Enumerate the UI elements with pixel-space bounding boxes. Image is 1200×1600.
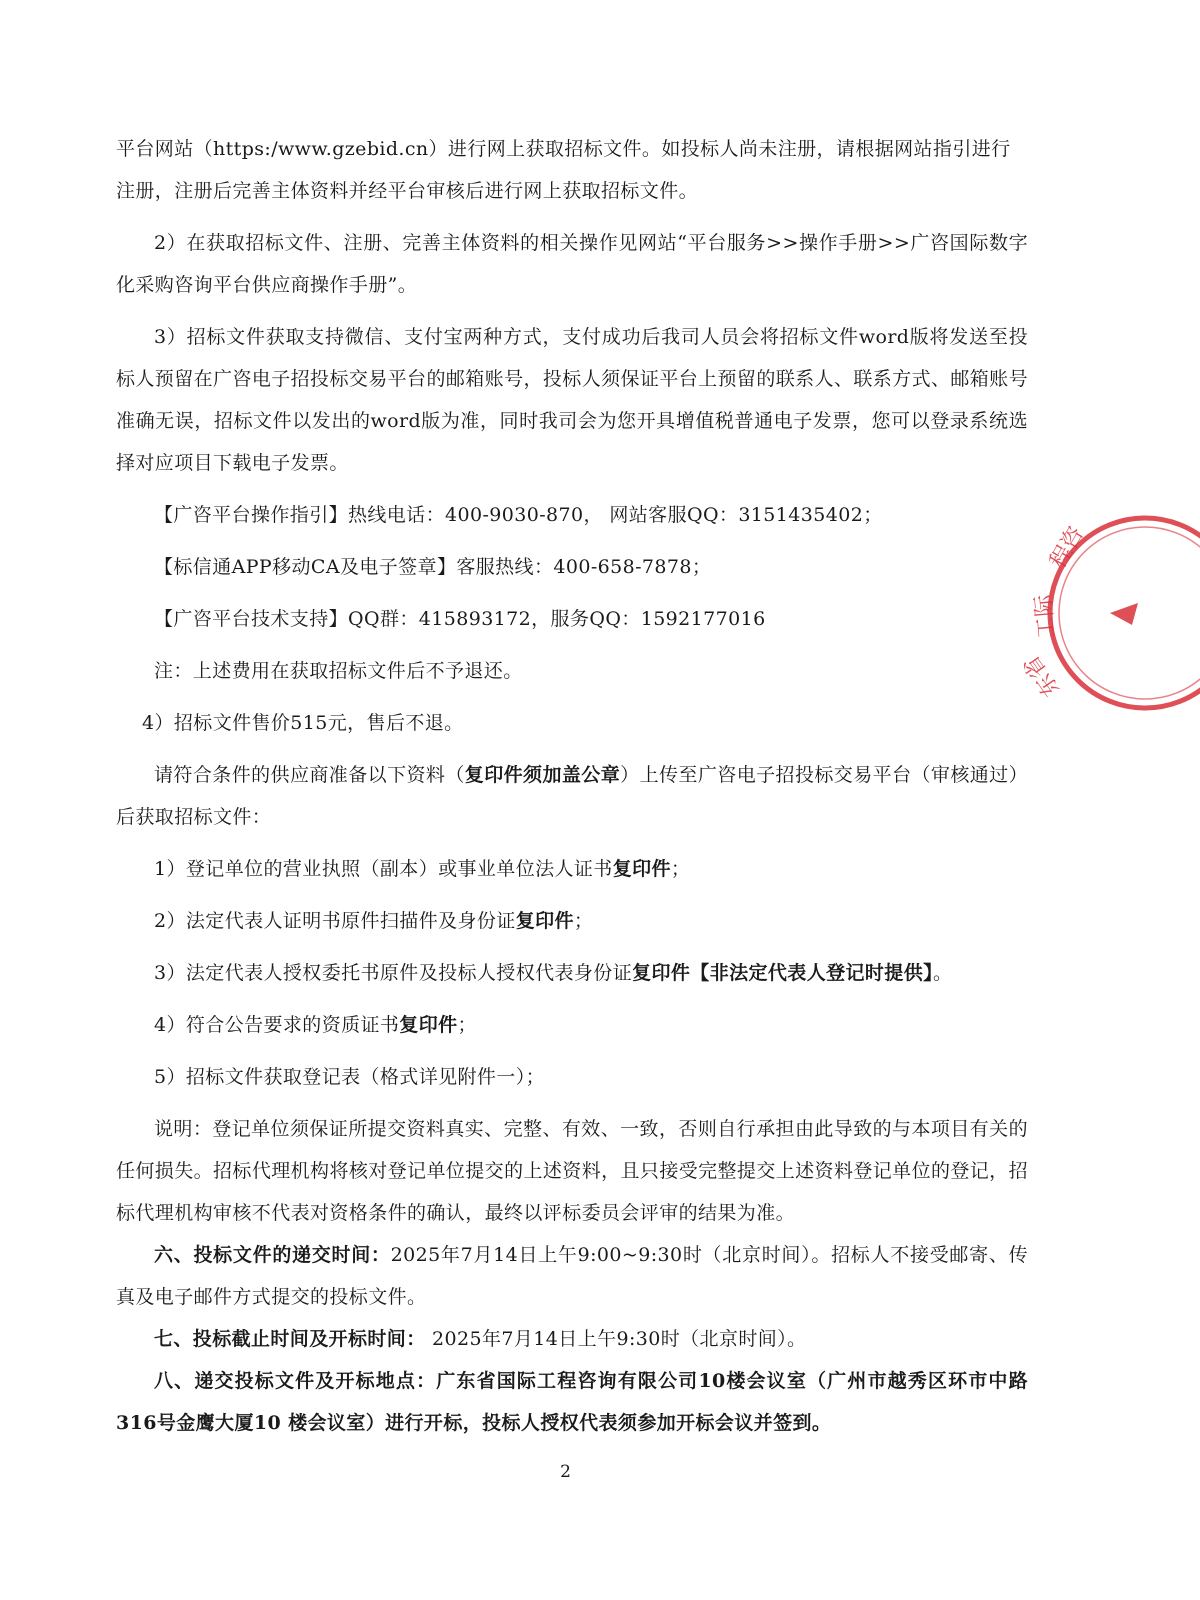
requirement-3-tail: 。 xyxy=(933,962,953,984)
requirements-intro xyxy=(116,754,1028,838)
hotline-ca-signature: 【标信通APP移动CA及电子签章】客服热线：400-658-7878； xyxy=(154,556,712,578)
requirements-intro-c: ）上传至广咨电子招投标交易平台（审核通过）后获取招标文件： xyxy=(116,764,1029,828)
requirement-3-text: 3）法定代表人授权委托书原件及投标人授权代表身份证 xyxy=(154,962,633,984)
requirement-2-bold: 复印件 xyxy=(515,910,574,932)
price-note: 4）招标文件售价515元，售后不退。 xyxy=(142,712,464,734)
requirement-item xyxy=(116,1056,1028,1098)
requirement-2-tail: ； xyxy=(573,910,594,932)
registration-line-2: 注册，注册后完善主体资料并经平台审核后进行网上获取招标文件。 xyxy=(116,180,699,202)
requirement-1-tail: ； xyxy=(670,858,691,880)
section-8: 八、递交投标文件及开标地点：广东省国际工程咨询有限公司10楼会议室（广州市越秀区环市中路316号金鹰大厦10 楼会议室）进行开标，投标人授权代表须参加开标会议并签到。 xyxy=(116,1370,1028,1434)
registration-line-1: 平台网站（https:/www.gzebid.cn）进行网上获取招标文件。如投标人尚未注册，请根据网站指引进行 xyxy=(116,138,1011,160)
paragraph-payment: 3）招标文件获取支持微信、支付宝两种方式，支付成功后我司人员会将招标文件word版将发送至投标人预留在广咨电子招投标交易平台的邮箱账号，投标人须保证平台上预留的联系人、联系方式、邮箱账号准确无误，招标文件以发出的word版为准，同时我司会为您开具增值税普通电子发票，您可以登录系统选择对应项目下载电子发票。 xyxy=(116,326,1028,474)
section-6-title: 六、投标文件的递交时间： xyxy=(154,1244,391,1266)
requirement-4-tail: ； xyxy=(457,1014,477,1036)
section-7 xyxy=(116,1318,1028,1360)
requirement-1-bold: 复印件 xyxy=(612,858,671,880)
requirement-item xyxy=(116,900,1028,942)
section-7-title: 七、投标截止时间及开标时间： xyxy=(154,1328,426,1350)
hotline-operation-guide: 【广咨平台操作指引】热线电话：400-9030-870， 网站客服QQ：3151435402； xyxy=(154,504,883,526)
fee-note: 注：上述费用在获取招标文件后不予退还。 xyxy=(154,660,523,682)
requirement-item xyxy=(116,952,1028,994)
svg-text:程咨: 程咨 xyxy=(1045,522,1090,573)
requirement-2-text: 2）法定代表人证明书原件扫描件及身份证 xyxy=(154,910,516,932)
requirement-1-text: 1）登记单位的营业执照（副本）或事业单位法人证书 xyxy=(154,858,613,880)
paragraph-manual: 2）在获取招标文件、注册、完善主体资料的相关操作见网站“平台服务>>操作手册>>广咨国际数字化采购咨询平台供应商操作手册”。 xyxy=(116,232,1028,296)
paragraph-registration-cont xyxy=(116,170,1028,212)
requirement-item xyxy=(116,1004,1028,1046)
requirement-3-bold: 复印件【非法定代表人登记时提供】 xyxy=(632,962,933,984)
paragraph-registration xyxy=(116,128,1028,170)
explanation: 说明：登记单位须保证所提交资料真实、完整、有效、一致，否则自行承担由此导致的与本项目有关的任何损失。招标代理机构将核对登记单位提交的上述资料，且只接受完整提交上述资料登记单位的登记，招标代理机构审核不代表对资格条件的确认，最终以评标委员会评审的结果为准。 xyxy=(116,1118,1028,1224)
hotline-tech-support: 【广咨平台技术支持】QQ群：415893172，服务QQ：1592177016 xyxy=(154,608,766,630)
document-body xyxy=(116,128,1028,1454)
requirement-item xyxy=(116,848,1028,890)
requirement-4-bold: 复印件 xyxy=(399,1014,458,1036)
requirement-5-text: 5）招标文件获取登记表（格式详见附件一）； xyxy=(154,1066,545,1088)
section-7-body: 2025年7月14日上午9:30时（北京时间）。 xyxy=(425,1328,807,1350)
company-seal-stamp xyxy=(1019,508,1200,718)
svg-text:工际: 工际 xyxy=(1031,593,1060,640)
page-number: 2 xyxy=(560,1462,571,1482)
section-6-body: 2025年7月14日上午9:00~9:30时（北京时间）。招标人不接受邮寄、传真及电子邮件方式提交的投标文件。 xyxy=(116,1244,1028,1308)
requirements-intro-a: 请符合条件的供应商准备以下资料（ xyxy=(154,764,465,786)
svg-text:东省: 东省 xyxy=(1019,650,1065,701)
requirement-4-text: 4）符合公告要求的资质证书 xyxy=(154,1014,400,1036)
section-6 xyxy=(116,1234,1028,1318)
requirements-intro-bold: 复印件须加盖公章 xyxy=(464,764,621,786)
